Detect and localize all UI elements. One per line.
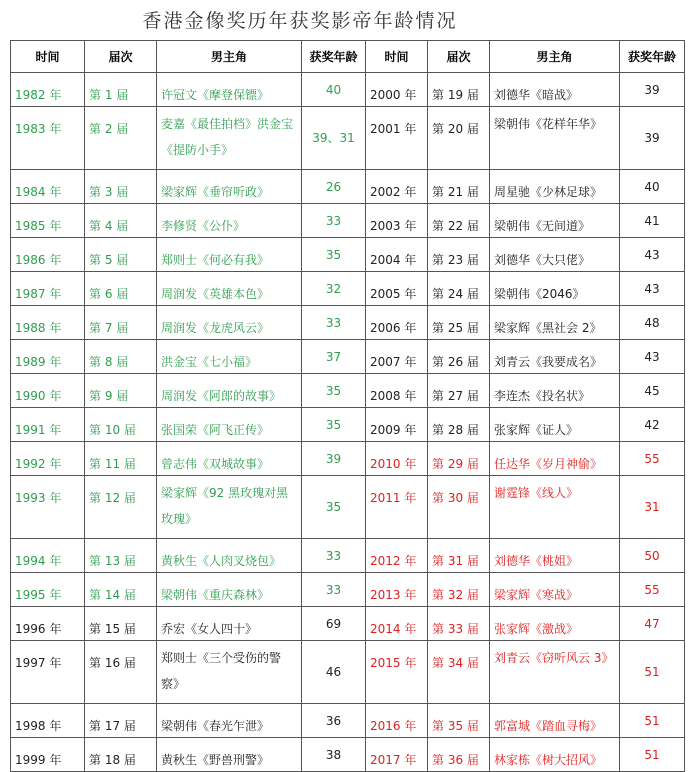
right-actor-cell: 梁朝伟《花样年华》: [490, 107, 620, 170]
table-row: [11, 204, 685, 238]
left-age-cell: 35: [302, 238, 366, 272]
right-age-cell: 51: [620, 641, 685, 704]
left-year-cell: 1984 年: [11, 170, 85, 204]
right-actor-cell: 谢霆锋《线人》: [490, 476, 620, 539]
right-year-cell: 2007 年: [366, 340, 428, 374]
left-year-cell: 1987 年: [11, 272, 85, 306]
left-session-cell: 第 18 届: [85, 738, 157, 772]
header-session: 届次: [85, 41, 157, 73]
right-age-cell: 48: [620, 306, 685, 340]
table-row: [11, 73, 685, 107]
left-year-cell: 1999 年: [11, 738, 85, 772]
right-age-cell: 42: [620, 408, 685, 442]
table-row: [11, 641, 685, 704]
header-actor-2: 男主角: [490, 41, 620, 73]
right-year-cell: 2003 年: [366, 204, 428, 238]
table-row: [11, 340, 685, 374]
left-actor-cell: 梁家辉《92 黑玫瑰对黑玫瑰》: [157, 476, 302, 539]
right-year-cell: 2012 年: [366, 539, 428, 573]
right-year-cell: 2015 年: [366, 641, 428, 704]
table-row: [11, 107, 685, 170]
left-actor-cell: 乔宏《女人四十》: [157, 607, 302, 641]
right-age-cell: 55: [620, 573, 685, 607]
right-year-cell: 2011 年: [366, 476, 428, 539]
left-age-cell: 35: [302, 408, 366, 442]
left-actor-cell: 许冠文《摩登保镖》: [157, 73, 302, 107]
left-session-cell: 第 7 届: [85, 306, 157, 340]
left-actor-cell: 梁朝伟《春光乍泄》: [157, 704, 302, 738]
right-actor-cell: 刘青云《窃听风云 3》: [490, 641, 620, 704]
right-age-cell: 43: [620, 272, 685, 306]
left-year-cell: 1996 年: [11, 607, 85, 641]
right-actor-cell: 梁家辉《寒战》: [490, 573, 620, 607]
header-year: 时间: [11, 41, 85, 73]
right-age-cell: 41: [620, 204, 685, 238]
right-session-cell: 第 24 届: [428, 272, 490, 306]
left-age-cell: 39: [302, 442, 366, 476]
left-actor-cell: 张国荣《阿飞正传》: [157, 408, 302, 442]
right-session-cell: 第 25 届: [428, 306, 490, 340]
left-year-cell: 1989 年: [11, 340, 85, 374]
right-year-cell: 2004 年: [366, 238, 428, 272]
right-actor-cell: 梁家辉《黑社会 2》: [490, 306, 620, 340]
table-row: [11, 738, 685, 772]
left-session-cell: 第 2 届: [85, 107, 157, 170]
right-year-cell: 2008 年: [366, 374, 428, 408]
right-year-cell: 2009 年: [366, 408, 428, 442]
right-actor-cell: 郭富城《踏血寻梅》: [490, 704, 620, 738]
left-actor-cell: 郑则士《何必有我》: [157, 238, 302, 272]
header-year-2: 时间: [366, 41, 428, 73]
left-year-cell: 1995 年: [11, 573, 85, 607]
left-actor-cell: 李修贤《公仆》: [157, 204, 302, 238]
left-year-cell: 1998 年: [11, 704, 85, 738]
right-actor-cell: 梁朝伟《无间道》: [490, 204, 620, 238]
right-year-cell: 2016 年: [366, 704, 428, 738]
left-session-cell: 第 1 届: [85, 73, 157, 107]
header-row: [11, 41, 685, 73]
right-year-cell: 2017 年: [366, 738, 428, 772]
left-age-cell: 33: [302, 573, 366, 607]
left-actor-cell: 洪金宝《七小福》: [157, 340, 302, 374]
right-age-cell: 51: [620, 704, 685, 738]
right-session-cell: 第 31 届: [428, 539, 490, 573]
left-year-cell: 1994 年: [11, 539, 85, 573]
right-year-cell: 2013 年: [366, 573, 428, 607]
right-age-cell: 43: [620, 340, 685, 374]
right-session-cell: 第 34 届: [428, 641, 490, 704]
right-actor-cell: 张家辉《证人》: [490, 408, 620, 442]
right-age-cell: 43: [620, 238, 685, 272]
table-row: [11, 539, 685, 573]
left-actor-cell: 周润发《阿郎的故事》: [157, 374, 302, 408]
left-age-cell: 37: [302, 340, 366, 374]
table-row: [11, 704, 685, 738]
left-actor-cell: 梁朝伟《重庆森林》: [157, 573, 302, 607]
left-year-cell: 1986 年: [11, 238, 85, 272]
right-session-cell: 第 27 届: [428, 374, 490, 408]
right-session-cell: 第 32 届: [428, 573, 490, 607]
right-session-cell: 第 20 届: [428, 107, 490, 170]
right-session-cell: 第 33 届: [428, 607, 490, 641]
table-row: [11, 272, 685, 306]
table-row: [11, 607, 685, 641]
right-year-cell: 2014 年: [366, 607, 428, 641]
right-session-cell: 第 23 届: [428, 238, 490, 272]
left-actor-cell: 黄秋生《野兽刑警》: [157, 738, 302, 772]
right-session-cell: 第 35 届: [428, 704, 490, 738]
left-year-cell: 1983 年: [11, 107, 85, 170]
right-year-cell: 2000 年: [366, 73, 428, 107]
left-actor-cell: 郑则士《三个受伤的警察》: [157, 641, 302, 704]
right-session-cell: 第 28 届: [428, 408, 490, 442]
left-age-cell: 38: [302, 738, 366, 772]
left-year-cell: 1982 年: [11, 73, 85, 107]
left-session-cell: 第 14 届: [85, 573, 157, 607]
left-actor-cell: 麦嘉《最佳拍档》洪金宝《提防小手》: [157, 107, 302, 170]
left-age-cell: 33: [302, 306, 366, 340]
right-actor-cell: 梁朝伟《2046》: [490, 272, 620, 306]
table-row: [11, 573, 685, 607]
left-actor-cell: 周润发《龙虎风云》: [157, 306, 302, 340]
left-session-cell: 第 15 届: [85, 607, 157, 641]
right-actor-cell: 任达华《岁月神偷》: [490, 442, 620, 476]
right-actor-cell: 刘德华《暗战》: [490, 73, 620, 107]
table-row: [11, 374, 685, 408]
right-year-cell: 2002 年: [366, 170, 428, 204]
right-session-cell: 第 29 届: [428, 442, 490, 476]
left-session-cell: 第 3 届: [85, 170, 157, 204]
left-session-cell: 第 9 届: [85, 374, 157, 408]
left-actor-cell: 黄秋生《人肉叉烧包》: [157, 539, 302, 573]
right-actor-cell: 张家辉《激战》: [490, 607, 620, 641]
right-actor-cell: 周星驰《少林足球》: [490, 170, 620, 204]
left-actor-cell: 周润发《英雄本色》: [157, 272, 302, 306]
left-age-cell: 32: [302, 272, 366, 306]
left-age-cell: 26: [302, 170, 366, 204]
left-age-cell: 33: [302, 539, 366, 573]
right-year-cell: 2010 年: [366, 442, 428, 476]
right-age-cell: 55: [620, 442, 685, 476]
left-age-cell: 46: [302, 641, 366, 704]
header-age-2: 获奖年龄: [620, 41, 685, 73]
table-row: [11, 238, 685, 272]
right-session-cell: 第 36 届: [428, 738, 490, 772]
left-age-cell: 39、31: [302, 107, 366, 170]
right-actor-cell: 刘德华《大只佬》: [490, 238, 620, 272]
left-session-cell: 第 12 届: [85, 476, 157, 539]
table-row: [11, 442, 685, 476]
right-age-cell: 31: [620, 476, 685, 539]
right-age-cell: 51: [620, 738, 685, 772]
table-row: [11, 306, 685, 340]
left-age-cell: 35: [302, 374, 366, 408]
left-actor-cell: 梁家辉《垂帘听政》: [157, 170, 302, 204]
left-age-cell: 40: [302, 73, 366, 107]
left-year-cell: 1993 年: [11, 476, 85, 539]
right-age-cell: 40: [620, 170, 685, 204]
left-age-cell: 69: [302, 607, 366, 641]
left-year-cell: 1985 年: [11, 204, 85, 238]
right-age-cell: 47: [620, 607, 685, 641]
right-age-cell: 39: [620, 73, 685, 107]
left-session-cell: 第 5 届: [85, 238, 157, 272]
right-actor-cell: 刘青云《我要成名》: [490, 340, 620, 374]
right-actor-cell: 李连杰《投名状》: [490, 374, 620, 408]
right-actor-cell: 刘德华《桃姐》: [490, 539, 620, 573]
right-session-cell: 第 26 届: [428, 340, 490, 374]
left-session-cell: 第 11 届: [85, 442, 157, 476]
table-row: [11, 476, 685, 539]
table-row: [11, 170, 685, 204]
right-year-cell: 2001 年: [366, 107, 428, 170]
right-year-cell: 2005 年: [366, 272, 428, 306]
award-table: [10, 40, 685, 772]
right-age-cell: 50: [620, 539, 685, 573]
left-age-cell: 35: [302, 476, 366, 539]
left-session-cell: 第 6 届: [85, 272, 157, 306]
left-year-cell: 1988 年: [11, 306, 85, 340]
left-session-cell: 第 10 届: [85, 408, 157, 442]
left-year-cell: 1992 年: [11, 442, 85, 476]
left-actor-cell: 曾志伟《双城故事》: [157, 442, 302, 476]
left-year-cell: 1997 年: [11, 641, 85, 704]
left-session-cell: 第 13 届: [85, 539, 157, 573]
left-session-cell: 第 4 届: [85, 204, 157, 238]
left-session-cell: 第 16 届: [85, 641, 157, 704]
right-actor-cell: 林家栋《树大招风》: [490, 738, 620, 772]
header-actor: 男主角: [157, 41, 302, 73]
right-age-cell: 39: [620, 107, 685, 170]
left-year-cell: 1990 年: [11, 374, 85, 408]
left-year-cell: 1991 年: [11, 408, 85, 442]
right-session-cell: 第 30 届: [428, 476, 490, 539]
page-title: 香港金像奖历年获奖影帝年龄情况: [142, 10, 458, 32]
left-age-cell: 36: [302, 704, 366, 738]
header-age: 获奖年龄: [302, 41, 366, 73]
left-session-cell: 第 17 届: [85, 704, 157, 738]
header-session-2: 届次: [428, 41, 490, 73]
right-session-cell: 第 22 届: [428, 204, 490, 238]
left-session-cell: 第 8 届: [85, 340, 157, 374]
left-age-cell: 33: [302, 204, 366, 238]
table-row: [11, 408, 685, 442]
right-session-cell: 第 19 届: [428, 73, 490, 107]
right-age-cell: 45: [620, 374, 685, 408]
right-session-cell: 第 21 届: [428, 170, 490, 204]
right-year-cell: 2006 年: [366, 306, 428, 340]
